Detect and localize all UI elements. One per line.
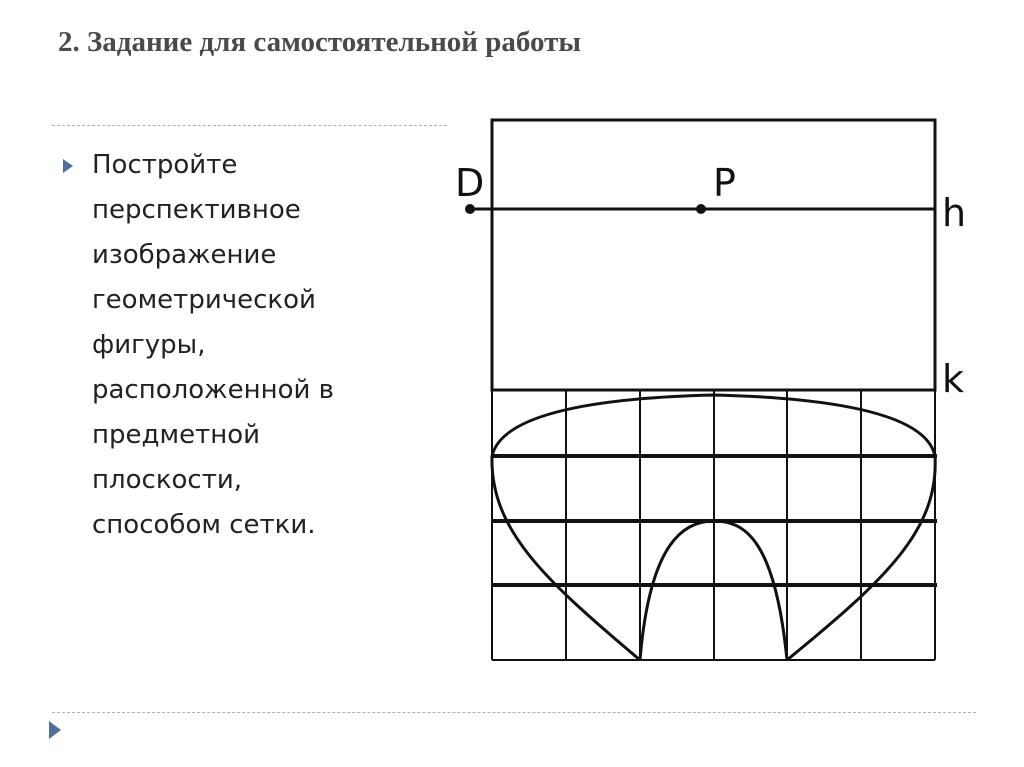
grid-perspective-diagram — [455, 110, 975, 674]
bullet-item — [62, 143, 392, 548]
label-p: P — [713, 161, 736, 205]
grid-lines — [492, 390, 935, 660]
bullet-text: Постройте перспективное изображение геометрической фигуры, расположенной в предметной плоскости, способом сетки. — [92, 150, 334, 540]
slide-title: 2. Задание для самостоятельной работы — [58, 26, 582, 58]
point-p — [696, 204, 706, 214]
label-h: h — [942, 191, 967, 235]
label-k: k — [942, 357, 965, 401]
next-slide-icon[interactable] — [48, 720, 62, 744]
footer-divider — [52, 712, 976, 713]
label-d: D — [455, 161, 485, 205]
bullet-arrow-icon — [62, 158, 84, 178]
title-divider — [52, 125, 447, 126]
point-d — [465, 204, 475, 214]
